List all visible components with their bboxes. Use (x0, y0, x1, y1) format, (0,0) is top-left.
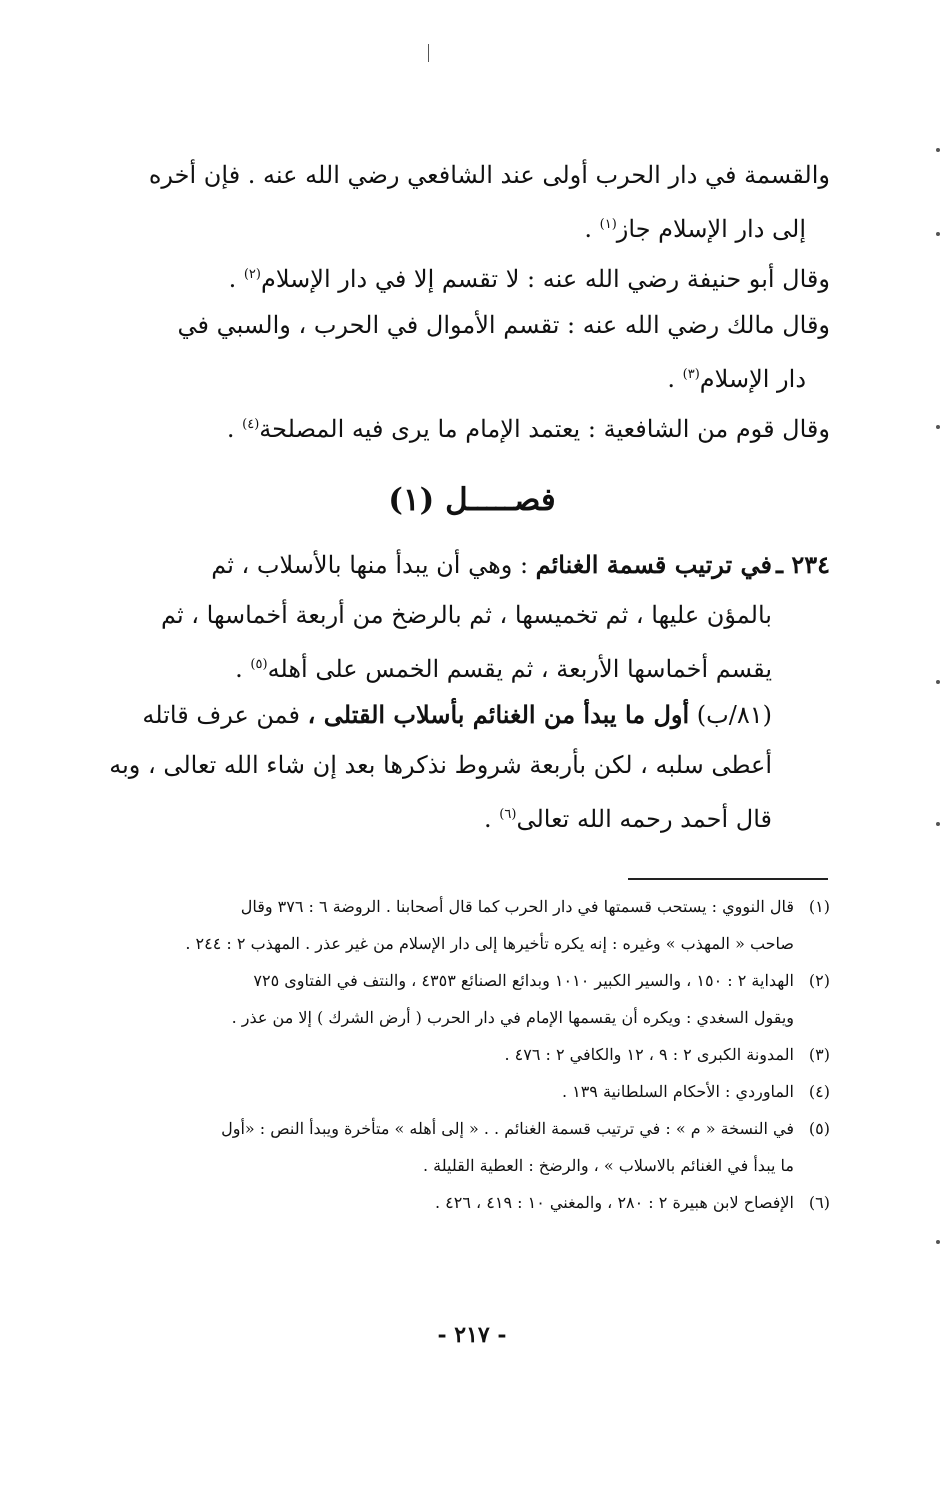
punctuation: . (484, 805, 500, 833)
punctuation: . (235, 655, 251, 683)
text-line (130, 250, 830, 300)
footnote-text: قال النووي : يستحب قسمتها في دار الحرب كما قال أصحابنا . الروضة ٦ : ٣٧٦ وقال (240, 897, 794, 916)
bold-phrase: في ترتيب قسمة الغنائم (535, 550, 772, 579)
text-line (130, 400, 830, 450)
scan-mark (936, 1240, 940, 1244)
bold-phrase: أول ما يبدأ من الغنائم بأسلاب القتلى ، (307, 700, 690, 729)
folio-reference: (٨١/ب) (689, 701, 772, 729)
scan-mark (936, 425, 940, 429)
footnote-number: (٦) (808, 1193, 830, 1212)
text-line (130, 150, 830, 200)
text-line (70, 740, 830, 790)
paragraph-text: قال أحمد رحمه الله تعالى (516, 805, 772, 833)
text-line (130, 200, 830, 250)
paragraph-text: وقال قوم من الشافعية : يعتمد الإمام ما يرى فيه المصلحة (259, 415, 830, 443)
footnote-number: (٤) (808, 1082, 830, 1101)
paragraph-text: يقسم أخماسها الأربعة ، ثم يقسم الخمس على أهله (267, 655, 772, 683)
footnote-number: (٥) (808, 1119, 830, 1138)
main-text-top (130, 150, 830, 450)
paragraph-text: : وهي أن يبدأ منها بالأسلاب ، ثم (211, 551, 536, 579)
footnote-text: الهداية ٢ : ١٥٠ ، والسير الكبير ١٠١٠ وبدائع الصنائع ٤٣٥٣ ، والنتف في الفتاوى ٧٢٥ (253, 971, 794, 990)
section-heading: فصـــــل (١) (388, 482, 556, 518)
paragraph-text: وقال أبو حنيفة رضي الله عنه : لا تقسم إلا في دار الإسلام (260, 265, 830, 293)
punctuation: . (226, 415, 243, 443)
text-line (70, 690, 830, 740)
text-line (130, 350, 830, 400)
scan-mark (936, 822, 940, 826)
footnote-number: (١) (808, 897, 830, 916)
footnote-number: (٣) (808, 1045, 830, 1064)
paragraph-text: وقال مالك رضي الله عنه : تقسم الأموال في الحرب ، والسبي في (177, 311, 830, 339)
paragraph-text: فمن عرف قاتله (142, 701, 308, 729)
text-line (70, 590, 830, 640)
footnote-ref: (٦) (499, 807, 517, 822)
footnote (130, 1073, 830, 1110)
footnote (130, 962, 830, 999)
paragraph-text: والقسمة في دار الحرب أولى عند الشافعي رضي الله عنه . فإن أخره (148, 161, 830, 189)
paragraph-text: إلى دار الإسلام جاز (616, 215, 806, 243)
paragraph-text: بالمؤن عليها ، ثم تخميسها ، ثم بالرضخ من أربعة أخماسها ، ثم (160, 601, 772, 629)
footnote-text: المدونة الكبرى ٢ : ٩ ، ١٢ والكافي ٢ : ٤٧٦ . (504, 1045, 794, 1064)
scan-mark (936, 680, 940, 684)
footnote-ref: (٥) (250, 657, 268, 672)
footnote-continuation: ويقول السغدي : ويكره أن يقسمها الإمام في دار الحرب ( أرض الشرك ) إلا من عذر . (231, 1008, 794, 1027)
paragraph-text: أعطى سلبه ، لكن بأربعة شروط نذكرها بعد إن شاء الله تعالى ، وبه (109, 751, 772, 779)
text-line (70, 540, 830, 590)
text-line (130, 300, 830, 350)
footnote-text: في النسخة « م » : في ترتيب قسمة الغنائم . . « إلى أهله » متأخرة ويبدأ النص : «أول (221, 1119, 794, 1138)
punctuation: . (228, 265, 244, 293)
scan-mark (428, 44, 429, 62)
text-line (70, 640, 830, 690)
footnote (130, 888, 830, 925)
footnote-ref: (٤) (242, 417, 260, 432)
footnote-number: (٢) (808, 971, 830, 990)
text-line (70, 790, 830, 840)
punctuation: . (667, 365, 683, 393)
footnote-text: الماوردي : الأحكام السلطانية ١٣٩ . (561, 1082, 794, 1101)
footnote-continuation: صاحب « المهذب » وغيره : إنه يكره تأخيرها إلى دار الإسلام من غير عذر . المهذب ٢ : ٢٤٤ . (185, 934, 794, 953)
paragraph-number: ٢٣٤ ـ (775, 550, 830, 579)
footnote (130, 1036, 830, 1073)
footnote-ref: (٢) (243, 267, 261, 282)
scan-mark (936, 232, 940, 236)
scan-mark (936, 148, 940, 152)
paragraph-text: دار الإسلام (699, 365, 806, 393)
main-text-section (70, 540, 830, 840)
footnote-separator (628, 878, 828, 880)
footnote (130, 1110, 830, 1147)
punctuation: . (584, 215, 600, 243)
footnote-text: الإفصاح لابن هبيرة ٢ : ٢٨٠ ، والمغني ١٠ : ٤١٩ ، ٤٢٦ . (435, 1193, 794, 1212)
footnote-ref: (٣) (682, 367, 700, 382)
footnote-continuation: ما يبدأ في الغنائم بالاسلاب » ، والرضخ : العطية القليلة . (422, 1156, 794, 1175)
page-number: - ٢١٧ - (437, 1322, 507, 1348)
footnote-ref: (١) (599, 217, 617, 232)
footnotes (130, 888, 830, 1221)
footnote (130, 1184, 830, 1221)
